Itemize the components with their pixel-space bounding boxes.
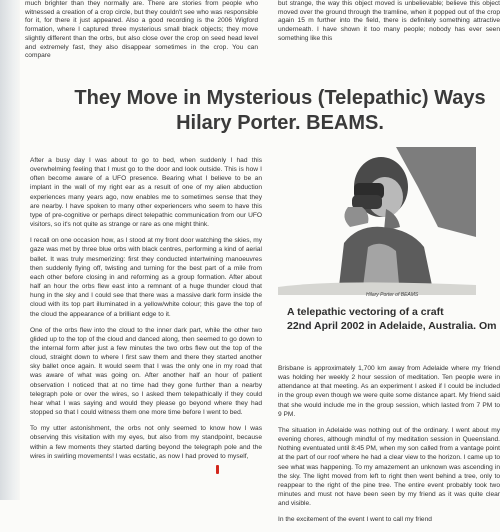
page-margin-strip — [0, 0, 20, 500]
photo-caption: Hilary Porter of BEAMS — [366, 292, 419, 298]
article-paragraph: To my utter astonishment, the orbs not only seemed to know how I was observing this visitation with my eyes, but also from my standpoint, because within a few moments they started darting beyond the telegraph pole and the wires in swirling movements! I was ecstatic, as now I had proved to myself, — [30, 425, 262, 460]
previous-article-text-right — [278, 0, 500, 44]
article-paragraph: I recall on one occasion how, as I stood at my front door watching the skies, my gaze was met by three blue orbs with black centres, performing a kind of aerial ballet. It was truly mesmerizing: first they conducted intertwining manoeuvres then suddenly flying off, twisting and turning for the best part of a mile from each other before closing in and reforming as a group formation. After about half an hour the orbs flew east into a remnant of a huge thunder cloud that hung in the sky and I could see that there was a massive dark form inside the cloud with its top part illuminated in a yellow/white colour; this gave the top of the cloud the appearance of a brilliant edge to it. — [30, 237, 262, 318]
subheading-line: A telepathic vectoring of a craft — [287, 306, 444, 318]
article-heading — [60, 86, 500, 136]
article-paragraph: In the excitement of the event I went to call my friend — [278, 516, 432, 524]
article-paragraph: One of the orbs flew into the cloud to the inner dark part, while the other two glided up to the top of the cloud and danced along, then seemed to go down to the internal form after just a few minutes the two orbs flew out the top of the cloud, straight down to where I first saw them and there they started another sky ballet once again. It would seem that I was the only one in my road that was aware of what was going on. After another half an hour of patient observation I noticed that at no time had they gone further than a nearby telegraph pole or over the wires, so I asked them telepathically if they could hear what I was saying and would they please go beyond where they had stopped so that I could witness them one more time before I went to bed. — [30, 326, 262, 417]
article-paragraph: The situation in Adelaide was nothing out of the ordinary. I went about my evening chores, although mindful of my meditation session in Queensland. Nothing eventuated until 8:45 PM, when my son called from a vantage point at the part of our roof where he had a clear view to the horizon. I came up to see what was happening. To my amazement an unknown was ascending in the sky. The light moved from left to right then went behind a tree, only to reappear to the right of the pine tree. The entire event probably took two minutes and must not have been seen by my friend as it was quite clear and visible. — [278, 426, 500, 508]
article-title: They Move in Mysterious (Telepathic) Ways — [74, 87, 486, 109]
article-left-column — [30, 156, 262, 468]
section-subheading — [287, 305, 500, 333]
article-paragraph: Brisbane is approximately 1,700 km away from Adelaide where my friend was holding her weekly 2 hour session of meditation. Ten people were in attendance at that meeting. As an experiment I asked if I could be included in the group even though we were quite some distance apart. My friend said that she would include me in the group session, which lasted from 7 PM to 9 PM. — [278, 365, 500, 418]
red-ink-mark — [216, 465, 219, 474]
subheading-line: 22nd April 2002 in Adelaide, Australia. Om — [287, 320, 497, 332]
article-paragraph: After a busy day I was about to go to bed, when suddenly I had this overwhelming feeling that I must go to the door and look outside. This is how I often become aware of a UFO presence. Bearing what I believe to be an implant in the wall of my right ear as a result of one of my alien abduction experiences many years ago, now enables me to sometimes sense that they are nearby. I have spoken to many other experiencers who seem to have this type of pre-cognitive or perhaps direct telepathic communication from our UFO visitors, so it's not quite as strange or rare as one might think. — [30, 157, 262, 229]
article-right-column — [278, 364, 500, 532]
article-byline: Hilary Porter. BEAMS. — [176, 112, 384, 134]
author-photo-image — [278, 147, 476, 295]
previous-article-text-left — [25, 0, 258, 61]
previous-article-paragraph: much brighter than they normally are. There are stories from people who witnessed a creation of a crop circle, but they couldn't see who was responsible for it, for there it just appeared. Also a good recording is the 2006 Wigford formation, where I captured three mysterious small black objects; they move slightly different than the orbs, but also close over the crop on seed head level and extremely fast, they also disappear sometimes in the crop. You can compare — [25, 0, 258, 60]
author-photo — [278, 147, 476, 295]
previous-article-paragraph: but strange, the way this object moved is unbelievable; believe this object moved over the ground through the tramline, when it popped out of the crop again 15 m further into the field, there is definitely something attractive underneath. I have shown it too many people; nobody has ever seen something like this — [278, 0, 500, 42]
